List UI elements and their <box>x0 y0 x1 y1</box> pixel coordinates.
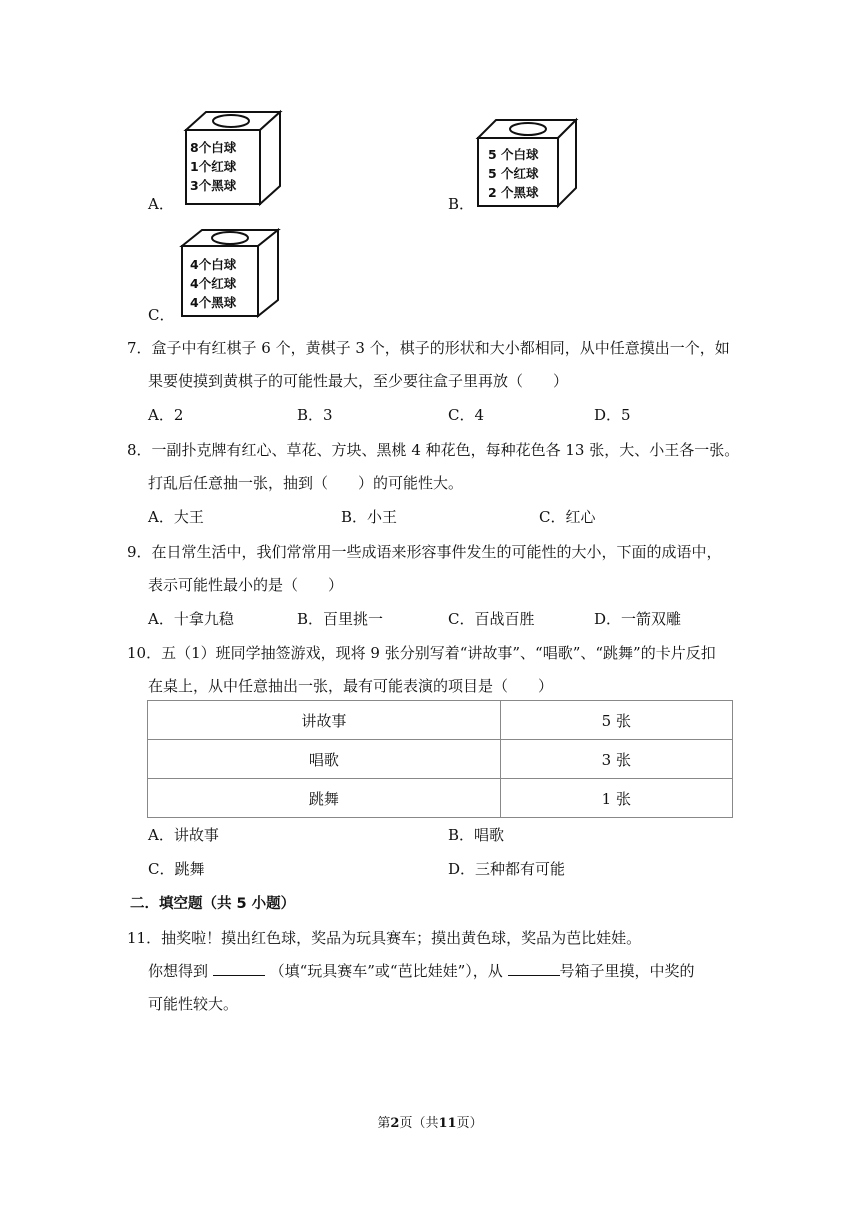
box-line: 4个红球 <box>190 276 237 291</box>
q7-option-d[interactable]: D．5 <box>594 406 631 424</box>
q11-text-line2 <box>148 960 695 981</box>
table-cell-count: 5 张 <box>500 701 732 740</box>
q7-option-c[interactable]: C．4 <box>448 406 485 424</box>
page-footer <box>0 1112 860 1131</box>
footer-page-number: 2 <box>390 1116 400 1131</box>
table-cell-count: 1 张 <box>500 779 732 818</box>
box-line: 5 个红球 <box>488 166 539 181</box>
q6-box-a-text <box>190 138 236 195</box>
box-line: 2 个黑球 <box>488 185 539 200</box>
table-cell-item: 唱歌 <box>148 740 501 779</box>
table-row <box>148 740 733 779</box>
footer-pre: 第 <box>377 1116 391 1131</box>
q10-text-line2: 在桌上，从中任意抽出一张，最有可能表演的项目是（ ） <box>148 677 554 695</box>
q11-text-a: 你想得到 <box>148 962 209 980</box>
q8-option-a[interactable]: A．大王 <box>148 508 204 526</box>
q10-table <box>147 700 733 818</box>
box-line: 4个白球 <box>190 257 237 272</box>
q7-option-b[interactable]: B．3 <box>297 406 333 424</box>
q9-text-line2: 表示可能性最小的是（ ） <box>148 576 344 594</box>
q6-box-c-text <box>190 255 236 312</box>
q10-option-d[interactable]: D．三种都有可能 <box>448 860 566 878</box>
q8-option-c[interactable]: C．红心 <box>539 508 596 526</box>
q9-option-c[interactable]: C．百战百胜 <box>448 610 535 628</box>
table-cell-item: 跳舞 <box>148 779 501 818</box>
q10-option-a[interactable]: A．讲故事 <box>148 826 219 844</box>
q11-text-line3: 可能性较大。 <box>148 995 239 1013</box>
box-line: 3个黑球 <box>190 178 237 193</box>
q8-option-b[interactable]: B．小王 <box>341 508 398 526</box>
q10-option-c[interactable]: C．跳舞 <box>148 860 205 878</box>
q7-option-a[interactable]: A．2 <box>148 406 184 424</box>
q9-text-line1: 9．在日常生活中，我们常常用一些成语来形容事件发生的可能性的大小，下面的成语中， <box>127 543 722 561</box>
q11-blank-box[interactable] <box>508 961 560 976</box>
section-heading: 二．填空题（共 5 小题） <box>130 896 296 912</box>
q11-text-c: 号箱子里摸，中奖的 <box>559 962 695 980</box>
q9-option-b[interactable]: B．百里挑一 <box>297 610 384 628</box>
q9-option-d[interactable]: D．一箭双雕 <box>594 610 682 628</box>
footer-mid: 页（共 <box>399 1116 439 1131</box>
q8-text-line2: 打乱后任意抽一张，抽到（ ）的可能性大。 <box>148 474 464 492</box>
footer-total-pages: 11 <box>438 1116 457 1131</box>
q8-text-line1: 8．一副扑克牌有红心、草花、方块、黑桃 4 种花色，每种花色各 13 张，大、小王各一张。 <box>127 441 740 459</box>
q10-text-line1: 10．五（1）班同学抽签游戏，现将 9 张分别写着“讲故事”、“唱歌”、“跳舞”的卡片反扣 <box>127 644 716 662</box>
q6-option-a-label: A． <box>148 195 174 213</box>
footer-post: 页） <box>456 1116 483 1131</box>
q7-text-line2: 果要使摸到黄棋子的可能性最大，至少要往盒子里再放（ ） <box>148 372 569 390</box>
table-row <box>148 701 733 740</box>
q6-option-c-label: C． <box>148 306 175 324</box>
q11-text-line1: 11．抽奖啦！摸出红色球，奖品为玩具赛车；摸出黄色球，奖品为芭比娃娃。 <box>127 929 642 947</box>
table-row <box>148 779 733 818</box>
box-line: 1个红球 <box>190 159 237 174</box>
q9-option-a[interactable]: A．十拿九稳 <box>148 610 234 628</box>
box-line: 8个白球 <box>190 140 237 155</box>
q6-option-b-label: B． <box>448 195 475 213</box>
q11-text-b: （填“玩具赛车”或“芭比娃娃”），从 <box>269 962 503 980</box>
box-line: 4个黑球 <box>190 295 237 310</box>
table-cell-item: 讲故事 <box>148 701 501 740</box>
table-cell-count: 3 张 <box>500 740 732 779</box>
q10-option-b[interactable]: B．唱歌 <box>448 826 505 844</box>
q6-box-b-text <box>488 145 539 202</box>
q11-blank-prize[interactable] <box>213 961 265 976</box>
box-line: 5 个白球 <box>488 147 539 162</box>
q7-text-line1: 7．盒子中有红棋子 6 个，黄棋子 3 个，棋子的形状和大小都相同，从中任意摸出一个，如 <box>127 339 730 357</box>
